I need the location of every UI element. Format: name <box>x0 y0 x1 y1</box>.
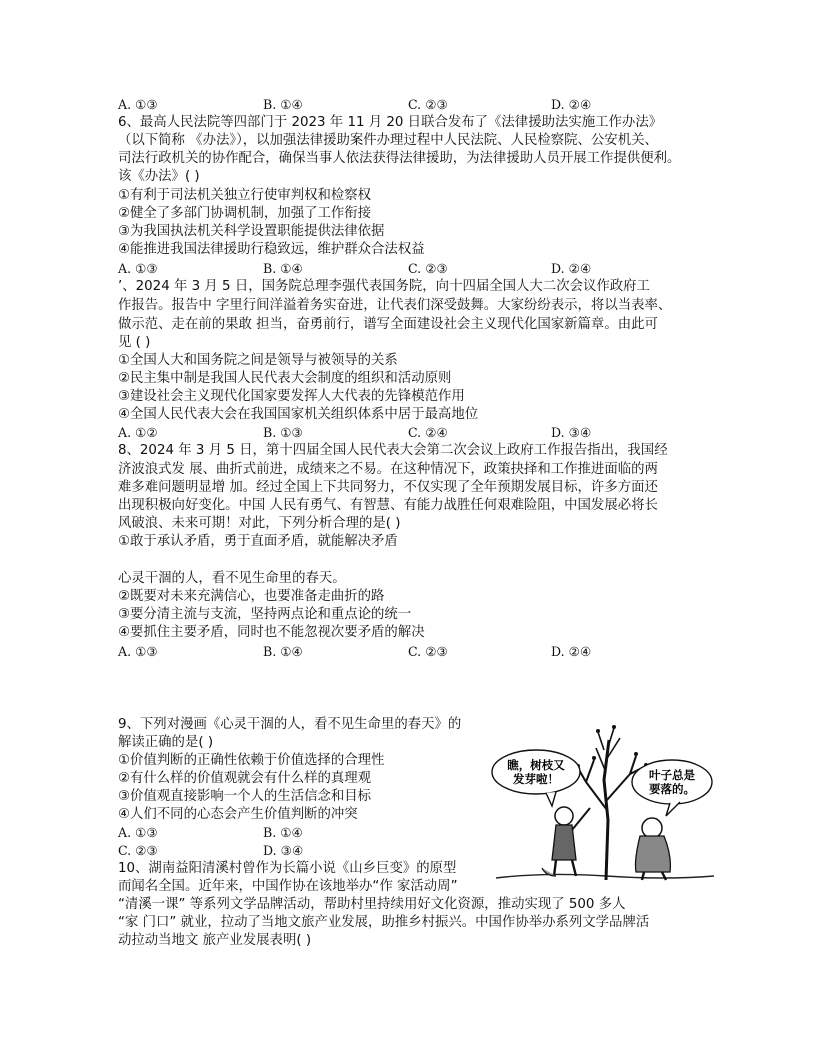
q7-stem-line: ’、2024 年 3 月 5 日，国务院总理李强代表国务院，向十四届全国人大二次会议作政府工 <box>118 279 650 294</box>
q7-stem-line: 见 ( ) <box>118 335 151 350</box>
q8-options <box>118 643 718 661</box>
q9-option-d: D. ③④ <box>263 843 304 858</box>
cartoon-bubble-right-line1: 叶子总是 <box>649 768 695 782</box>
q7-stem-line: 做示范、走在前的果敢 担当，奋勇前行，谱写全面建设社会主义现代化国家新篇章。由此可 <box>118 317 658 332</box>
q9-options-row1 <box>118 824 478 842</box>
q9-stem-line: 9、下列对漫画《心灵干涸的人，看不见生命里的春天》的 <box>118 717 462 732</box>
q7-item: ③建设社会主义现代化国家要发挥人大代表的先锋模范作用 <box>118 389 465 404</box>
cartoon-bubble-left-line2: 发芽啦！ <box>513 772 559 786</box>
q6-option-d: D. ②④ <box>551 261 592 276</box>
q10-stem-line: “家 门口” 就业，拉动了当地文旅产业发展，助推乡村振兴。中国作协举办系列文学品牌活 <box>118 915 650 930</box>
q7-item: ④全国人民代表大会在我国国家机关组织体系中居于最高地位 <box>118 407 479 422</box>
q8-option-b: B. ①④ <box>263 644 303 659</box>
q8-option-d: D. ②④ <box>551 644 592 659</box>
q10-stem-line: 而闻名全国。近年来，中国作协在该地举办“作 家活动周” <box>118 879 458 894</box>
q8-item: ④要抓住主要矛盾，同时也不能忽视次要矛盾的解决 <box>118 625 425 640</box>
q8-item: ③要分清主流与支流，坚持两点论和重点论的统一 <box>118 607 412 622</box>
q6-option-c: C. ②③ <box>408 261 448 276</box>
q6-stem-line: （以下简称 《办法》），以加强法律援助案件办理过程中人民法院、人民检察院、公安机关、 <box>118 133 658 148</box>
q10-stem-line: 10、湖南益阳清溪村曾作为长篇小说《山乡巨变》的原型 <box>118 861 457 876</box>
q8-stem-line: 出现积极向好变化。中国 人民有勇气、有智慧、有能力战胜任何艰难险阻，中国发展必将长 <box>118 498 658 513</box>
q10-stem-line: “清溪一课” 等系列文学品牌活动，帮助村里持续用好文化资源，推动实现了 500 多人 <box>118 897 626 912</box>
q6-options <box>118 260 718 278</box>
q10-stem-line: 动拉动当地文 旅产业发展表明( ) <box>118 933 312 948</box>
q9-option-c: C. ②③ <box>118 843 158 858</box>
q6-stem-line: 该《办法》( ) <box>118 169 200 184</box>
q8-stray-line: 心灵干涸的人，看不见生命里的春天。 <box>118 571 346 586</box>
q9-item: ④人们不同的心态会产生价值判断的冲突 <box>118 807 358 822</box>
cartoon-illustration <box>486 720 718 888</box>
q8-option-c: C. ②③ <box>408 644 448 659</box>
q5-option-c: C. ②③ <box>408 97 448 112</box>
q6-option-b: B. ①④ <box>263 261 303 276</box>
q9-item: ③价值观直接影响一个人的生活信念和目标 <box>118 789 372 804</box>
q8-stem-line: 8、2024 年 3 月 5 日，第十四届全国人民代表大会第二次会议上政府工作报告指出，我国经 <box>118 443 668 458</box>
q7-option-a: A. ①② <box>118 425 158 440</box>
q6-stem-line: 司法行政机关的协作配合，确保当事人依法获得法律援助，为法律援助人员开展工作提供便利。 <box>118 151 681 166</box>
q5-option-d: D. ②④ <box>551 97 592 112</box>
q8-stem-line: 风破浪、未来可期！对此，下列分析合理的是( ) <box>118 516 401 531</box>
q5-options <box>118 96 718 114</box>
q8-item: ②既要对未来充满信心，也要准备走曲折的路 <box>118 589 385 604</box>
q9-stem-line: 解读正确的是( ) <box>118 735 214 750</box>
q8-option-a: A. ①③ <box>118 644 158 659</box>
q7-item: ①全国人大和国务院之间是领导与被领导的关系 <box>118 353 398 368</box>
q9-option-a: A. ①③ <box>118 825 158 840</box>
q7-item: ②民主集中制是我国人民代表大会制度的组织和活动原则 <box>118 371 452 386</box>
q6-item: ③为我国执法机关科学设置职能提供法律依据 <box>118 224 385 239</box>
q6-option-a: A. ①③ <box>118 261 158 276</box>
q7-stem-line: 作报告。报告中 字里行间洋溢着务实奋进，让代表们深受鼓舞。大家纷纷表示，将以当表率、 <box>118 298 672 313</box>
q7-option-b: B. ①③ <box>263 425 303 440</box>
q6-item: ④能推进我国法律援助行稳致远，维护群众合法权益 <box>118 242 425 257</box>
q5-option-b: B. ①④ <box>263 97 303 112</box>
q6-stem-line: 6、最高人民法院等四部门于 2023 年 11 月 20 日联合发布了《法律援助法实施工作办法》 <box>118 115 663 130</box>
q8-stem-line: 济波浪式发 展、曲折式前进，成绩来之不易。在这种情况下，政策抉择和工作推进面临的两 <box>118 462 658 477</box>
q8-item: ①敢于承认矛盾，勇于直面矛盾，就能解决矛盾 <box>118 534 398 549</box>
q6-item: ①有利于司法机关独立行使审判权和检察权 <box>118 188 372 203</box>
q6-item: ②健全了多部门协调机制，加强了工作衔接 <box>118 206 372 221</box>
q9-option-b: B. ①④ <box>263 825 303 840</box>
q7-option-c: C. ②④ <box>408 425 448 440</box>
q5-option-a: A. ①③ <box>118 97 158 112</box>
q9-options-row2 <box>118 842 478 860</box>
cartoon-bubble-left-line1: 瞧，树枝又 <box>507 758 565 772</box>
q7-options <box>118 424 718 442</box>
q9-item: ②有什么样的价值观就会有什么样的真理观 <box>118 771 372 786</box>
q8-stem-line: 难多难问题明显增 加。经过全国上下共同努力，不仅实现了全年预期发展目标，许多方面还 <box>118 480 658 495</box>
q7-option-d: D. ③④ <box>551 425 592 440</box>
cartoon-bubble-right-line2: 要落的。 <box>649 782 695 796</box>
q9-item: ①价值判断的正确性依赖于价值选择的合理性 <box>118 753 385 768</box>
